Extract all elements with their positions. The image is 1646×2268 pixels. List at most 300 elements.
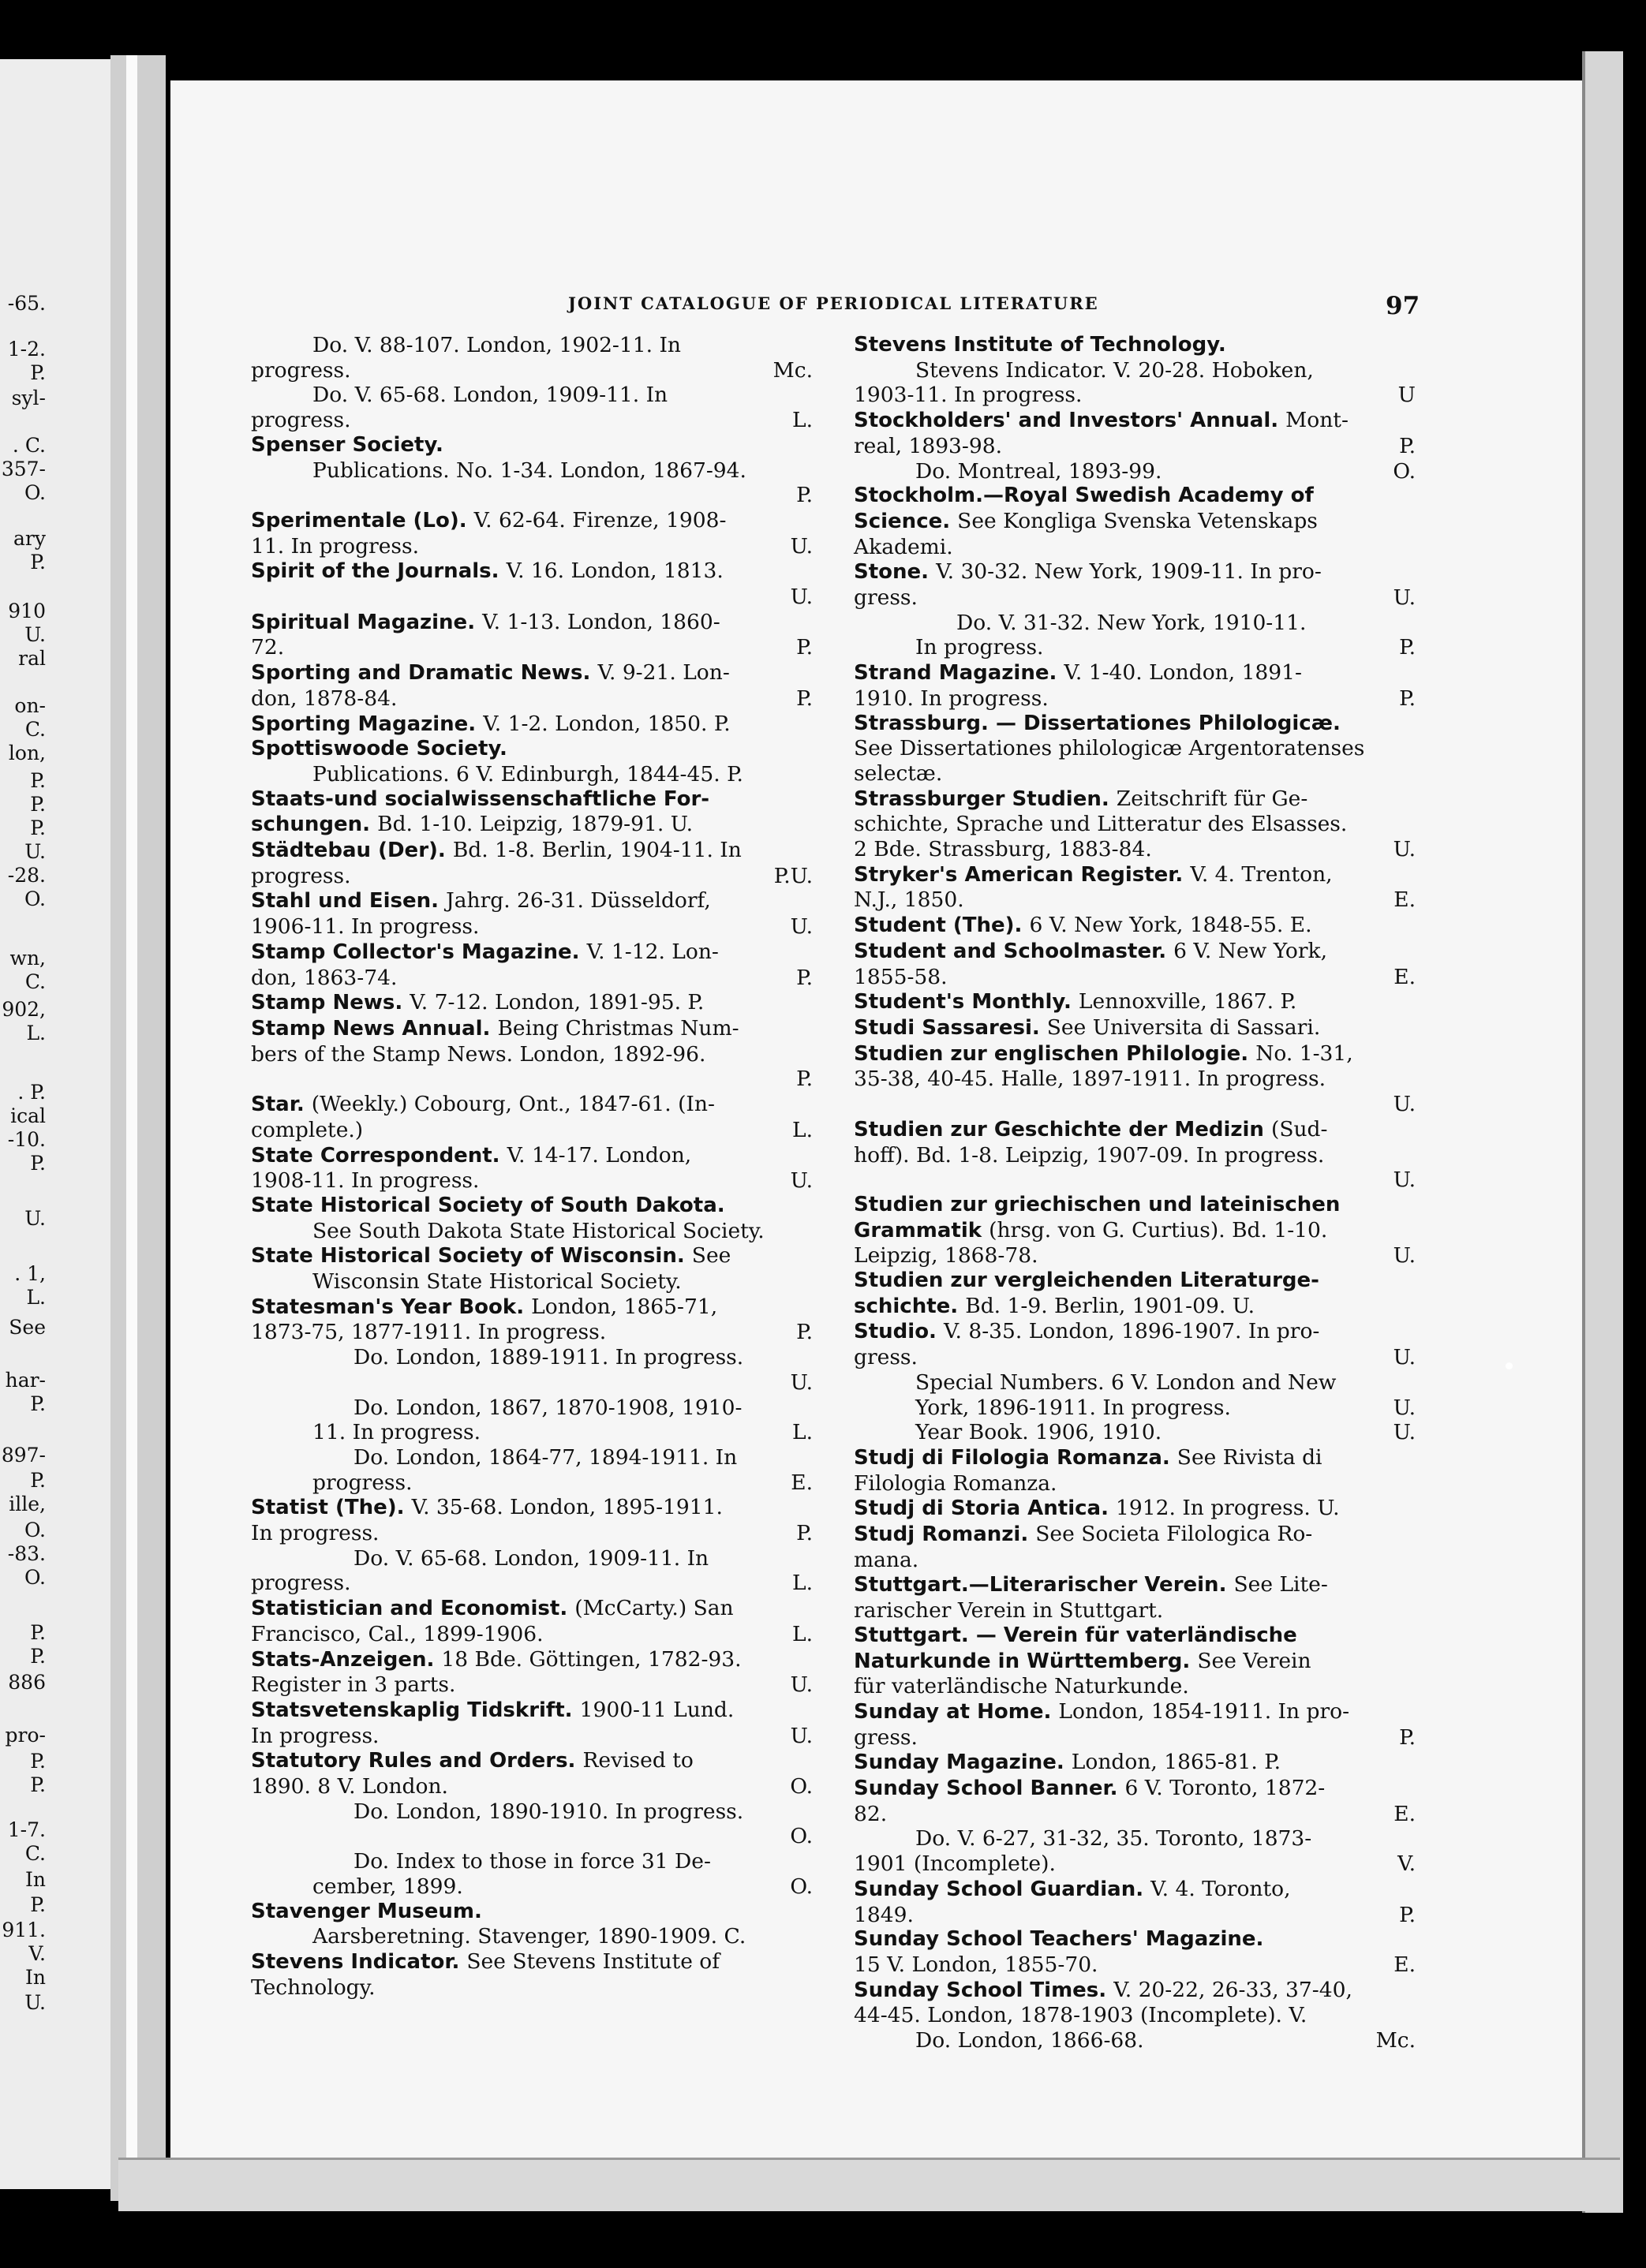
margin-fragment: P. — [30, 1392, 46, 1415]
entry-detail: See Universita di Sassari. — [1046, 1014, 1321, 1040]
margin-fragment: In — [25, 1868, 46, 1891]
library-code: U. — [790, 533, 813, 559]
entry-line: Do. V. 88-107. London, 1902-11. In — [312, 333, 681, 357]
entry-line: Akademi. — [854, 534, 953, 559]
entry-line — [251, 1143, 813, 1169]
entry-line — [251, 534, 813, 559]
entry-line — [854, 1420, 1416, 1445]
entry-detail: Leipzig, 1868-78. — [854, 1243, 1038, 1269]
entry-heading: Stats-Anzeigen. — [251, 1647, 442, 1672]
entry-heading: Stevens Institute of Technology. — [854, 333, 1226, 357]
library-code: P. — [1399, 1902, 1416, 1927]
library-code: P. — [1399, 1724, 1416, 1750]
margin-fragment: P. — [30, 769, 46, 792]
entry-detail: V. 9-21. Lon- — [597, 660, 730, 686]
library-code: U. — [1393, 1168, 1416, 1193]
entry-detail: Lennoxville, 1867. P. — [1078, 989, 1297, 1014]
entry-line: Filologia Romanza. — [854, 1470, 1057, 1496]
entry-line: Aarsberetning. Stavenger, 1890-1909. C. — [312, 1924, 746, 1949]
entry-heading: Grammatik — [854, 1218, 989, 1242]
entry-heading: Student (The). — [854, 914, 1030, 938]
right-page-edge — [1582, 51, 1623, 2213]
entry-detail: V. 4. Trenton, — [1190, 861, 1333, 887]
entry-heading: Stamp News. — [251, 991, 410, 1015]
entry-line: schichte, Sprache und Litteratur des Elsasses. — [854, 812, 1348, 837]
entry-line — [251, 1596, 813, 1622]
entry-detail: V. 1-12. Lon- — [586, 939, 719, 964]
entry-detail: cember, 1899. — [312, 1874, 463, 1899]
entry-line — [854, 1243, 1416, 1269]
library-code: U. — [1393, 585, 1416, 611]
entry-detail: 1890. 8 V. London. — [251, 1774, 448, 1799]
entry-heading: Stuttgart.—Literarischer Verein. — [854, 1573, 1234, 1597]
entry-line — [854, 989, 1416, 1015]
margin-fragment: P. — [30, 1469, 46, 1492]
library-code: O. — [790, 1774, 813, 1799]
entry-line: rarischer Verein in Stuttgart. — [854, 1598, 1164, 1623]
entry-line — [251, 990, 813, 1016]
library-code: Mc. — [1375, 2028, 1416, 2053]
entry-detail: 1900-11 Lund. — [579, 1697, 735, 1722]
library-code: L. — [791, 1621, 813, 1646]
entry-line — [854, 434, 1416, 459]
entry-line — [854, 459, 1416, 484]
entry-line — [854, 1725, 1416, 1751]
entry-detail: In progress. — [251, 1521, 380, 1546]
entry-heading: Spiritual Magazine. — [251, 610, 483, 634]
entry-line: Do. V. 31-32. New York, 1910-11. — [956, 610, 1307, 635]
library-code: O. — [790, 1824, 813, 1849]
entry-heading: Stavenger Museum. — [251, 1899, 482, 1923]
entry-heading: Studio. — [854, 1320, 944, 1344]
entry-detail: 11. In progress. — [251, 533, 420, 559]
entry-detail: 1908-11. In progress. — [251, 1168, 480, 1194]
entry-heading: Spirit of the Journals. — [251, 559, 507, 584]
entry-line: Do. Index to those in force 31 De- — [354, 1849, 711, 1874]
library-code: U. — [790, 1723, 813, 1748]
margin-fragment: U. — [24, 1207, 46, 1230]
library-code: U. — [1393, 837, 1416, 862]
entry-detail: V. 7-12. London, 1891-95. P. — [410, 990, 705, 1015]
library-code: V. — [1397, 1851, 1416, 1877]
entry-detail: 1849. — [854, 1902, 914, 1927]
entry-line — [854, 1649, 1416, 1675]
entry-heading: Sunday at Home. — [854, 1699, 1059, 1724]
entry-detail: Register in 3 parts. — [251, 1672, 456, 1698]
entry-line — [854, 1319, 1416, 1345]
entry-heading: Student's Monthly. — [854, 990, 1079, 1014]
library-code: P. — [796, 965, 813, 990]
entry-detail: V. 1-40. London, 1891- — [1064, 660, 1302, 686]
entry-heading: schichte. — [854, 1294, 966, 1318]
entry-heading: Stevens Indicator. — [251, 1950, 467, 1974]
entry-heading: Studien zur griechischen und lateinischen — [854, 1192, 1341, 1216]
entry-line — [854, 559, 1416, 585]
entry-line — [251, 635, 813, 660]
entry-line — [251, 610, 813, 636]
margin-fragment: U. — [24, 1991, 46, 2014]
library-code: U. — [1393, 1420, 1416, 1445]
entry-heading: Statutory Rules and Orders. — [251, 1749, 583, 1773]
margin-fragment: U. — [24, 623, 46, 646]
entry-detail: V. 1-2. London, 1850. P. — [483, 711, 731, 736]
entry-detail: No. 1-31, — [1255, 1041, 1353, 1066]
library-code: P. — [1399, 635, 1416, 660]
entry-line — [854, 1522, 1416, 1548]
entry-line — [854, 1750, 1416, 1776]
entry-heading: Studj di Filologia Romanza. — [854, 1445, 1177, 1470]
entry-line — [854, 1117, 1416, 1143]
entry-line: Technology. — [251, 1975, 376, 2000]
entry-detail: (McCarty.) San — [574, 1596, 734, 1621]
entry-line — [251, 358, 813, 383]
library-code: U. — [790, 585, 813, 610]
library-code: U. — [790, 1369, 813, 1395]
entry-line — [251, 1320, 813, 1345]
entry-detail: Being Christmas Num- — [497, 1015, 739, 1041]
entry-heading: Studj di Storia Antica. — [854, 1496, 1117, 1521]
library-code: P. — [796, 686, 813, 711]
library-code: P. — [796, 1067, 813, 1092]
entry-line — [251, 1874, 813, 1900]
entry-detail: London, 1865-81. P. — [1071, 1750, 1281, 1775]
margin-fragment: C. — [24, 970, 46, 993]
entry-heading: Strassburg. — Dissertationes Philologicæ. — [854, 711, 1341, 735]
entry-detail: V. 20-22, 26-33, 37-40, — [1113, 1977, 1352, 2002]
entry-detail: 6 V. New York, 1848-55. E. — [1029, 913, 1312, 938]
entry-detail: 15 V. London, 1855-70. — [854, 1952, 1098, 1977]
margin-fragment: ical — [10, 1104, 46, 1127]
entry-line: Wisconsin State Historical Society. — [312, 1269, 682, 1295]
entry-line: Do. London, 1864-77, 1894-1911. In — [354, 1444, 738, 1470]
margin-fragment: ral — [18, 647, 46, 670]
entry-line — [854, 1572, 1416, 1598]
entry-heading: Stamp News Annual. — [251, 1016, 498, 1041]
entry-line — [251, 1495, 813, 1521]
entry-line — [251, 712, 813, 738]
entry-heading: Spottiswoode Society. — [251, 737, 507, 761]
entry-line — [854, 1903, 1416, 1928]
entry-line — [251, 940, 813, 966]
entry-detail: Zeitschrift für Ge- — [1116, 786, 1308, 811]
entry-line — [854, 1294, 1416, 1320]
library-code: U. — [1393, 1395, 1416, 1420]
margin-fragment: O. — [24, 481, 46, 504]
entry-line — [251, 914, 813, 940]
entry-detail: 1906-11. In progress. — [251, 914, 480, 940]
library-code: P. — [1399, 433, 1416, 458]
entry-line: See Dissertationes philologicæ Argentoratenses — [854, 736, 1365, 761]
library-code: P. — [796, 483, 813, 508]
library-code: U. — [790, 914, 813, 940]
margin-fragment: P. — [30, 551, 46, 574]
margin-fragment: L. — [26, 1286, 46, 1309]
library-code: U — [1397, 383, 1416, 408]
entry-detail: progress. — [251, 863, 351, 888]
entry-line — [854, 965, 1416, 990]
library-code: O. — [1393, 458, 1416, 484]
entry-detail: complete.) — [251, 1117, 364, 1142]
library-code: U. — [790, 1168, 813, 1194]
entry-line — [251, 888, 813, 914]
library-code: P.U. — [773, 863, 813, 888]
entry-heading: Studien zur englischen Philologie. — [854, 1041, 1256, 1066]
entry-detail: 18 Bde. Göttingen, 1782-93. — [441, 1646, 742, 1672]
entry-line — [251, 1571, 813, 1596]
entry-line: 35-38, 40-45. Halle, 1897-1911. In progress. — [854, 1067, 1326, 1092]
entry-heading: Sunday Magazine. — [854, 1751, 1072, 1775]
entry-detail: Revised to — [582, 1748, 694, 1773]
library-code: E. — [1393, 1952, 1416, 1977]
library-code: L. — [791, 1420, 813, 1445]
entry-line — [854, 887, 1416, 913]
entry-detail: Jahrg. 26-31. Düsseldorf, — [446, 888, 711, 914]
entry-line — [251, 1521, 813, 1546]
entry-heading: Star. — [251, 1093, 312, 1117]
entry-line — [854, 585, 1416, 611]
entry-heading: Stuttgart. — Verein für vaterländische — [854, 1623, 1297, 1647]
margin-fragment: 902, — [2, 998, 46, 1021]
entry-heading: schungen. — [251, 813, 378, 837]
entry-heading: Sunday School Teachers' Magazine. — [854, 1927, 1264, 1952]
margin-fragment: P. — [30, 1893, 46, 1916]
entry-line — [854, 408, 1416, 434]
entry-line — [854, 939, 1416, 965]
library-code: U. — [1393, 1092, 1416, 1117]
margin-fragment: P. — [30, 793, 46, 816]
entry-line — [854, 1877, 1416, 1903]
entry-line — [251, 1622, 813, 1647]
entry-line — [854, 787, 1416, 813]
margin-fragment: 897- — [1, 1444, 46, 1467]
entry-line: bers of the Stamp News. London, 1892-96. — [251, 1041, 706, 1067]
entry-line — [854, 837, 1416, 862]
entry-line — [251, 686, 813, 712]
entry-line — [251, 1168, 813, 1194]
margin-fragment: -65. — [7, 292, 46, 315]
margin-fragment: ary — [13, 527, 46, 550]
entry-detail: don, 1878-84. — [251, 686, 398, 711]
library-code: E. — [1393, 964, 1416, 989]
entry-line — [854, 383, 1416, 408]
entry-detail: Bd. 1-8. Berlin, 1904-11. In — [452, 838, 742, 863]
entry-line — [251, 864, 813, 889]
entry-line — [854, 2028, 1416, 2053]
entry-detail: (Sud- — [1270, 1116, 1328, 1141]
margin-fragment: -10. — [7, 1128, 46, 1151]
margin-fragment: wn, — [9, 947, 46, 970]
margin-fragment: In — [25, 1966, 46, 1989]
margin-fragment: P. — [30, 816, 46, 839]
entry-heading: Stone. — [854, 560, 937, 585]
entry-heading: Statist (The). — [251, 1496, 412, 1520]
entry-line — [251, 1118, 813, 1143]
entry-line — [854, 1396, 1416, 1421]
entry-heading: Science. — [854, 509, 958, 533]
entry-detail: In progress. — [915, 635, 1044, 660]
entry-line — [854, 1776, 1416, 1802]
entry-line: Publications. No. 1-34. London, 1867-94. — [312, 458, 746, 483]
margin-fragment: See — [9, 1316, 46, 1339]
entry-line — [251, 1774, 813, 1799]
entry-detail: Bd. 1-9. Berlin, 1901-09. U. — [965, 1293, 1255, 1318]
entry-heading: Sperimentale (Lo). — [251, 508, 474, 532]
entry-line — [854, 1218, 1416, 1244]
entry-heading: Stockholm.—Royal Swedish Academy of — [854, 484, 1314, 508]
entry-detail: Mont- — [1285, 408, 1349, 433]
entry-detail: N.J., 1850. — [854, 887, 964, 913]
entry-detail: Year Book. 1906, 1910. — [915, 1420, 1162, 1445]
margin-fragment: P. — [30, 1621, 46, 1644]
entry-detail: In progress. — [251, 1723, 380, 1748]
entry-detail: V. 1-13. London, 1860- — [482, 609, 720, 634]
entry-line — [251, 559, 813, 585]
entry-detail: 2 Bde. Strassburg, 1883-84. — [854, 837, 1152, 862]
entry-detail: Francisco, Cal., 1899-1906. — [251, 1621, 544, 1646]
entry-line — [251, 1724, 813, 1749]
margin-fragment: -83. — [7, 1542, 46, 1565]
entry-line — [854, 1952, 1416, 1978]
entry-detail: 6 V. Toronto, 1872- — [1124, 1776, 1326, 1801]
entry-detail: progress. — [251, 357, 351, 383]
entry-detail: V. 16. London, 1813. — [506, 559, 724, 584]
library-code: L. — [791, 1571, 813, 1596]
entry-line: mana. — [854, 1547, 919, 1572]
entry-line — [854, 635, 1416, 660]
entry-detail: V. 35-68. London, 1895-1911. — [411, 1495, 723, 1520]
entry-heading: State Correspondent. — [251, 1143, 507, 1168]
entry-detail: London, 1854-1911. In pro- — [1058, 1698, 1350, 1724]
library-code: L. — [791, 1117, 813, 1142]
margin-fragment: P. — [30, 1750, 46, 1773]
margin-fragment: L. — [26, 1022, 46, 1044]
entry-line: für vaterländische Naturkunde. — [854, 1674, 1189, 1699]
entry-detail: gress. — [854, 585, 918, 611]
margin-fragment: 1-2. — [7, 338, 46, 361]
entry-line — [251, 1672, 813, 1698]
entry-line — [854, 509, 1416, 535]
entry-line: Do. London, 1890-1910. In progress. — [354, 1799, 744, 1824]
library-code: L. — [791, 408, 813, 433]
margin-fragment: 911. — [2, 1919, 46, 1941]
entry-detail: 6 V. New York, — [1173, 938, 1328, 963]
entry-detail: York, 1896-1911. In progress. — [915, 1395, 1231, 1420]
entry-heading: Sporting and Dramatic News. — [251, 661, 598, 686]
entry-detail: Do. London, 1866-68. — [915, 2028, 1144, 2053]
entry-line: Do. London, 1889-1911. In progress. — [354, 1345, 744, 1370]
entry-line — [251, 966, 813, 991]
margin-fragment: -28. — [7, 864, 46, 887]
entry-line — [854, 1345, 1416, 1370]
entry-line — [854, 1041, 1416, 1067]
entry-heading: State Historical Society of South Dakota. — [251, 1193, 725, 1217]
entry-detail: See Kongliga Svenska Vetenskaps — [957, 508, 1318, 533]
entry-line — [854, 660, 1416, 686]
margin-fragment: . P. — [17, 1081, 46, 1104]
entry-detail: Bd. 1-10. Leipzig, 1879-91. U. — [377, 812, 694, 837]
entry-line: Do. V. 6-27, 31-32, 35. Toronto, 1873- — [915, 1826, 1312, 1851]
entry-heading: Studien zur Geschichte der Medizin — [854, 1117, 1271, 1141]
entry-heading: Stockholders' and Investors' Annual. — [854, 409, 1286, 433]
entry-line — [251, 1470, 813, 1496]
margin-fragment: U. — [24, 840, 46, 863]
entry-detail: progress. — [251, 408, 351, 433]
entry-heading: Sporting Magazine. — [251, 712, 484, 736]
entry-detail: 72. — [251, 635, 285, 660]
entry-detail: See Societa Filologica Ro- — [1035, 1522, 1313, 1547]
library-code: Mc. — [772, 357, 813, 383]
entry-detail: V. 4. Toronto, — [1150, 1876, 1291, 1901]
margin-fragment: O. — [24, 1519, 46, 1541]
column-right — [854, 333, 1416, 2053]
entry-detail: 1855-58. — [854, 964, 948, 989]
entry-heading: State Historical Society of Wisconsin. — [251, 1244, 692, 1269]
entry-line — [854, 862, 1416, 888]
entry-detail: 1912. In progress. U. — [1116, 1496, 1340, 1521]
entry-heading: Statsvetenskaplig Tidskrift. — [251, 1698, 580, 1722]
entry-line: Do. V. 65-68. London, 1909-11. In — [354, 1545, 709, 1571]
entry-line: selectæ. — [854, 760, 943, 786]
entry-heading: Studj Romanzi. — [854, 1523, 1036, 1547]
entry-line — [251, 508, 813, 534]
page-number: 97 — [1386, 292, 1420, 320]
entry-detail: See Verein — [1197, 1648, 1311, 1673]
entry-detail: V. 62-64. Firenze, 1908- — [473, 507, 727, 532]
entry-heading: Studi Sassaresi. — [854, 1015, 1047, 1040]
running-header: JOINT CATALOGUE OF PERIODICAL LITERATURE — [568, 293, 1099, 313]
entry-heading: Stahl und Eisen. — [251, 889, 447, 914]
entry-line — [854, 1699, 1416, 1725]
column-left — [251, 333, 813, 2000]
entry-line: Do. V. 65-68. London, 1909-11. In — [312, 383, 668, 408]
entry-detail: See — [691, 1243, 731, 1269]
entry-line — [251, 838, 813, 864]
speck — [1506, 1362, 1513, 1369]
margin-fragment: C. — [24, 718, 46, 741]
entry-heading: Spenser Society. — [251, 432, 443, 457]
library-code: U. — [790, 1672, 813, 1698]
entry-detail: London, 1865-71, — [531, 1294, 718, 1319]
entry-line — [854, 1978, 1416, 2004]
margin-fragment: P. — [30, 361, 46, 384]
entry-detail: V. 30-32. New York, 1909-11. In pro- — [936, 559, 1322, 585]
entry-line — [854, 1445, 1416, 1471]
entry-line: Do. London, 1867, 1870-1908, 1910- — [354, 1395, 743, 1420]
library-code: E. — [1393, 887, 1416, 913]
margin-fragment: P. — [30, 1773, 46, 1796]
entry-line — [854, 1496, 1416, 1522]
entry-detail: 1901 (Incomplete). — [854, 1851, 1056, 1877]
bottom-page-edge — [118, 2158, 1620, 2211]
entry-line: Publications. 6 V. Edinburgh, 1844-45. P. — [312, 761, 743, 787]
entry-heading: Sunday School Banner. — [854, 1777, 1125, 1801]
entry-line — [251, 1295, 813, 1321]
margin-fragment: V. — [28, 1942, 46, 1965]
entry-heading: Statistician and Economist. — [251, 1597, 575, 1621]
entry-line — [251, 1016, 813, 1042]
entry-line — [251, 1243, 813, 1269]
entry-detail: 82. — [854, 1801, 888, 1826]
library-code: P. — [1399, 686, 1416, 711]
margin-fragment: 357- — [1, 458, 46, 480]
library-code: U. — [1393, 1243, 1416, 1269]
entry-detail: gress. — [854, 1345, 918, 1370]
margin-fragment: P. — [30, 1645, 46, 1668]
entry-line — [251, 1949, 813, 1975]
entry-detail: progress. — [251, 1571, 351, 1596]
entry-heading: Stryker's American Register. — [854, 862, 1191, 887]
margin-fragment: 910 — [8, 600, 46, 622]
